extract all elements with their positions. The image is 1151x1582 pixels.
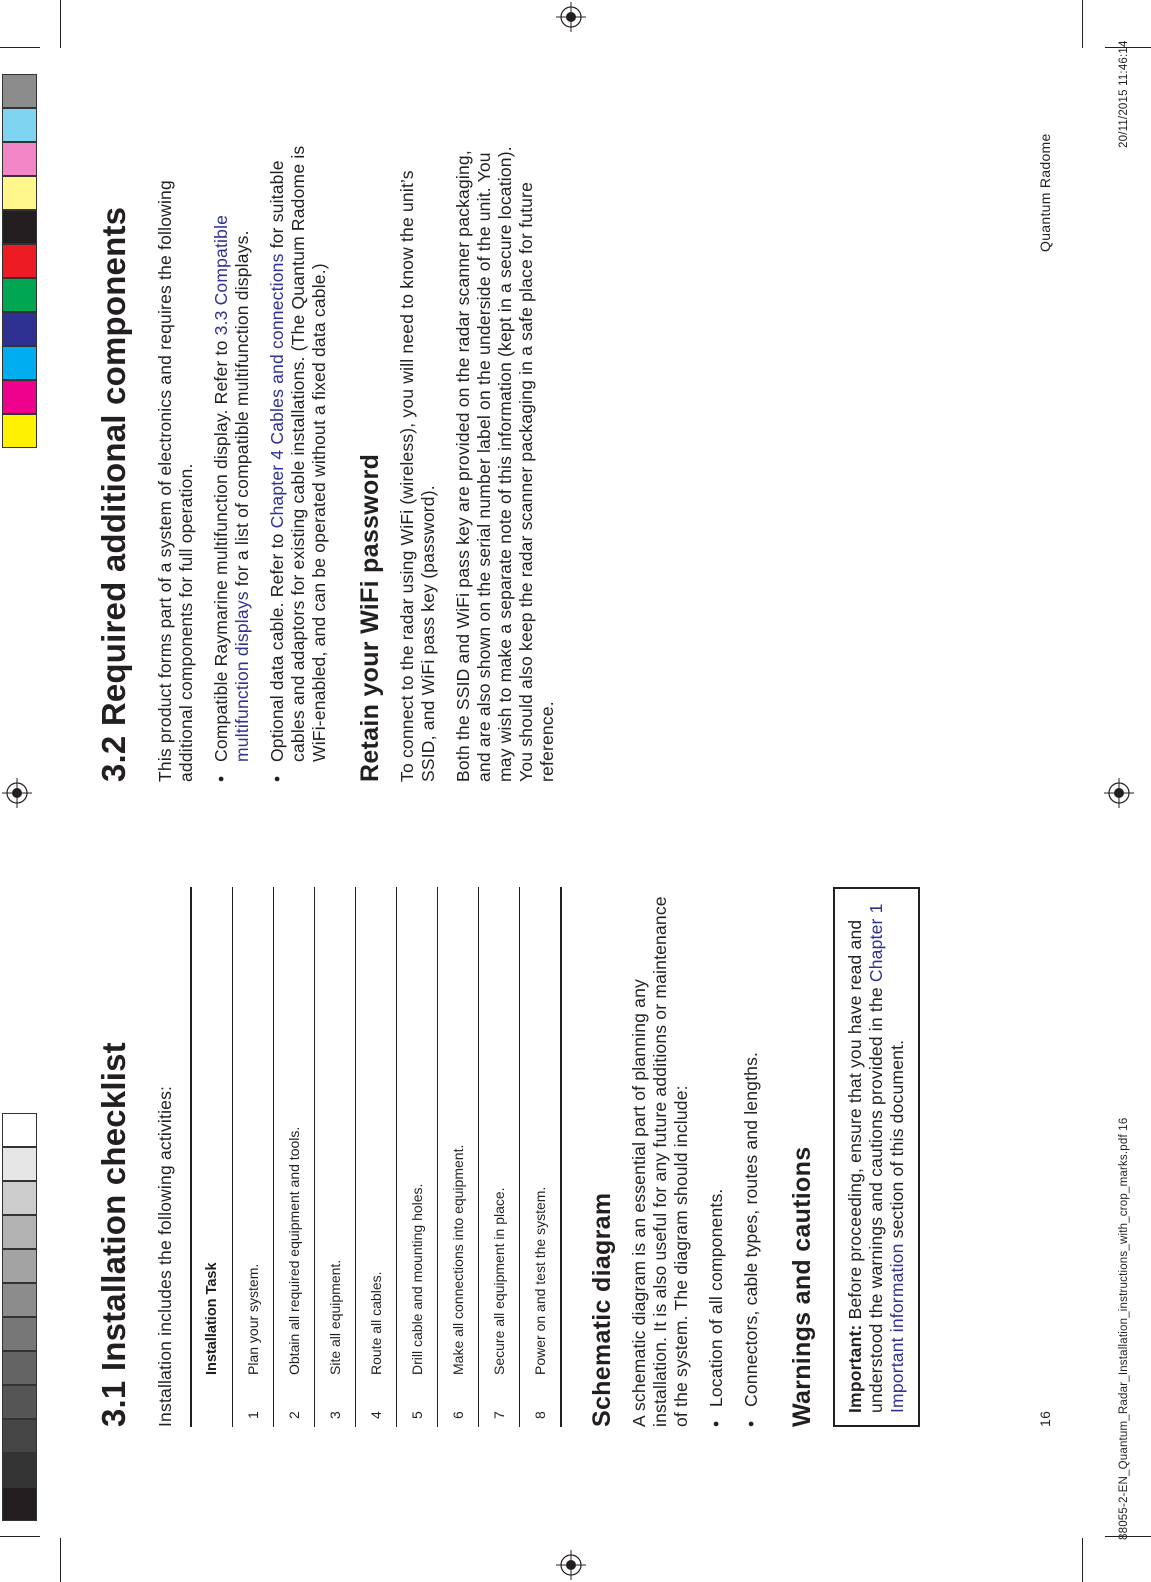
warnings-heading: Warnings and cautions	[788, 1146, 816, 1427]
task-text: Obtain all required equipment and tools.	[274, 887, 315, 1383]
important-notice: Important: Before proceeding, ensure that you have read and understood the warnings and cautions provided in the Chapter 1 Important information section of this document.	[833, 887, 920, 1427]
installation-checklist-heading: 3.1 Installation checklist	[95, 1042, 132, 1427]
task-text: Make all connections into equipment.	[438, 887, 479, 1383]
table-row	[274, 887, 315, 1427]
table-row	[233, 887, 274, 1427]
task-number: 3	[315, 1383, 356, 1427]
compatible-displays-link[interactable]: 3.3 Compatible multifunction displays	[211, 214, 252, 762]
components-bullet-list	[211, 142, 330, 782]
footer-product-name: Quantum Radome	[1037, 133, 1053, 252]
task-number: 4	[356, 1383, 397, 1427]
task-number: 7	[479, 1383, 520, 1427]
left-column	[95, 887, 920, 1427]
page-number: 16	[1037, 1410, 1053, 1427]
schematic-body: A schematic diagram is an essential part of planning any installation. It is also useful for any future additions or maintenance of the system. The diagram should include:	[629, 896, 691, 1427]
schematic-diagram-heading: Schematic diagram	[588, 1192, 616, 1427]
bullet-icon: •	[267, 775, 287, 782]
task-text: Drill cable and mounting holes.	[397, 887, 438, 1383]
task-text: Secure all equipment in place.	[479, 887, 520, 1383]
bullet-icon: •	[741, 1420, 761, 1427]
task-number: 5	[397, 1383, 438, 1427]
table-row	[520, 887, 562, 1427]
list-item: • Connectors, cable types, routes and lengths.	[741, 1051, 761, 1427]
task-text: Site all equipment.	[315, 887, 356, 1383]
slug-filename: 88055-2-EN_Quantum_Radar_Installation_instructions_with_crop_marks.pdf 16	[1118, 1117, 1130, 1540]
task-number: 6	[438, 1383, 479, 1427]
installation-task-table	[190, 887, 562, 1427]
task-text: Plan your system.	[233, 887, 274, 1383]
wifi-password-heading: Retain your WiFi password	[356, 453, 384, 782]
chapter-1-link[interactable]: Chapter 1 Important information	[866, 903, 907, 1413]
table-header-number	[191, 1383, 233, 1427]
bullet-icon: •	[211, 775, 231, 782]
wifi-paragraph-1: To connect to the radar using WiFi (wireless), you will need to know the unit’s SSID, and WiFi pass key (password).	[397, 170, 438, 782]
task-text: Route all cables.	[356, 887, 397, 1383]
list-item: • Optional data cable. Refer to Chapter 4 Cables and connections for suitable cables and adaptors for existing cable installations. (The Quantum Radome is WiFi-enabled, and can be operated without a fixed data cable.)	[267, 145, 329, 782]
table-row	[479, 887, 520, 1427]
list-item: • Compatible Raymarine multifunction display. Refer to 3.3 Compatible multifunction displays for a list of compatible multifunction displays.	[211, 214, 252, 782]
table-row	[315, 887, 356, 1427]
required-components-heading: 3.2 Required additional components	[95, 206, 132, 782]
table-header-row	[191, 887, 233, 1427]
schematic-bullet-list	[706, 887, 762, 1427]
components-intro: This product forms part of a system of electronics and requires the following additional components for full operation.	[155, 180, 196, 782]
list-item: • Location of all components.	[706, 1188, 726, 1427]
table-row	[356, 887, 397, 1427]
task-number: 1	[233, 1383, 274, 1427]
bullet-icon: •	[706, 1420, 726, 1427]
wifi-paragraph-2: Both the SSID and WiFi pass key are provided on the radar scanner packaging, and are also shown on the serial number label on the underside of the unit. You may wish to make a separate note of this information (kept in a secure location). You should also keep the radar scanner packaging in a safe place for future reference.	[453, 146, 557, 782]
slug-timestamp: 20/11/2015 11:46:14	[1118, 40, 1130, 148]
checklist-intro: Installation includes the following activities:	[155, 1085, 175, 1427]
table-header-task: Installation Task	[191, 887, 233, 1383]
important-label: Important:	[845, 1324, 865, 1413]
table-row	[397, 887, 438, 1427]
cables-connections-link[interactable]: Chapter 4 Cables and connections	[267, 253, 287, 529]
table-row	[438, 887, 479, 1427]
task-number: 8	[520, 1383, 562, 1427]
task-text: Power on and test the system.	[520, 887, 562, 1383]
task-number: 2	[274, 1383, 315, 1427]
right-column	[95, 142, 572, 782]
